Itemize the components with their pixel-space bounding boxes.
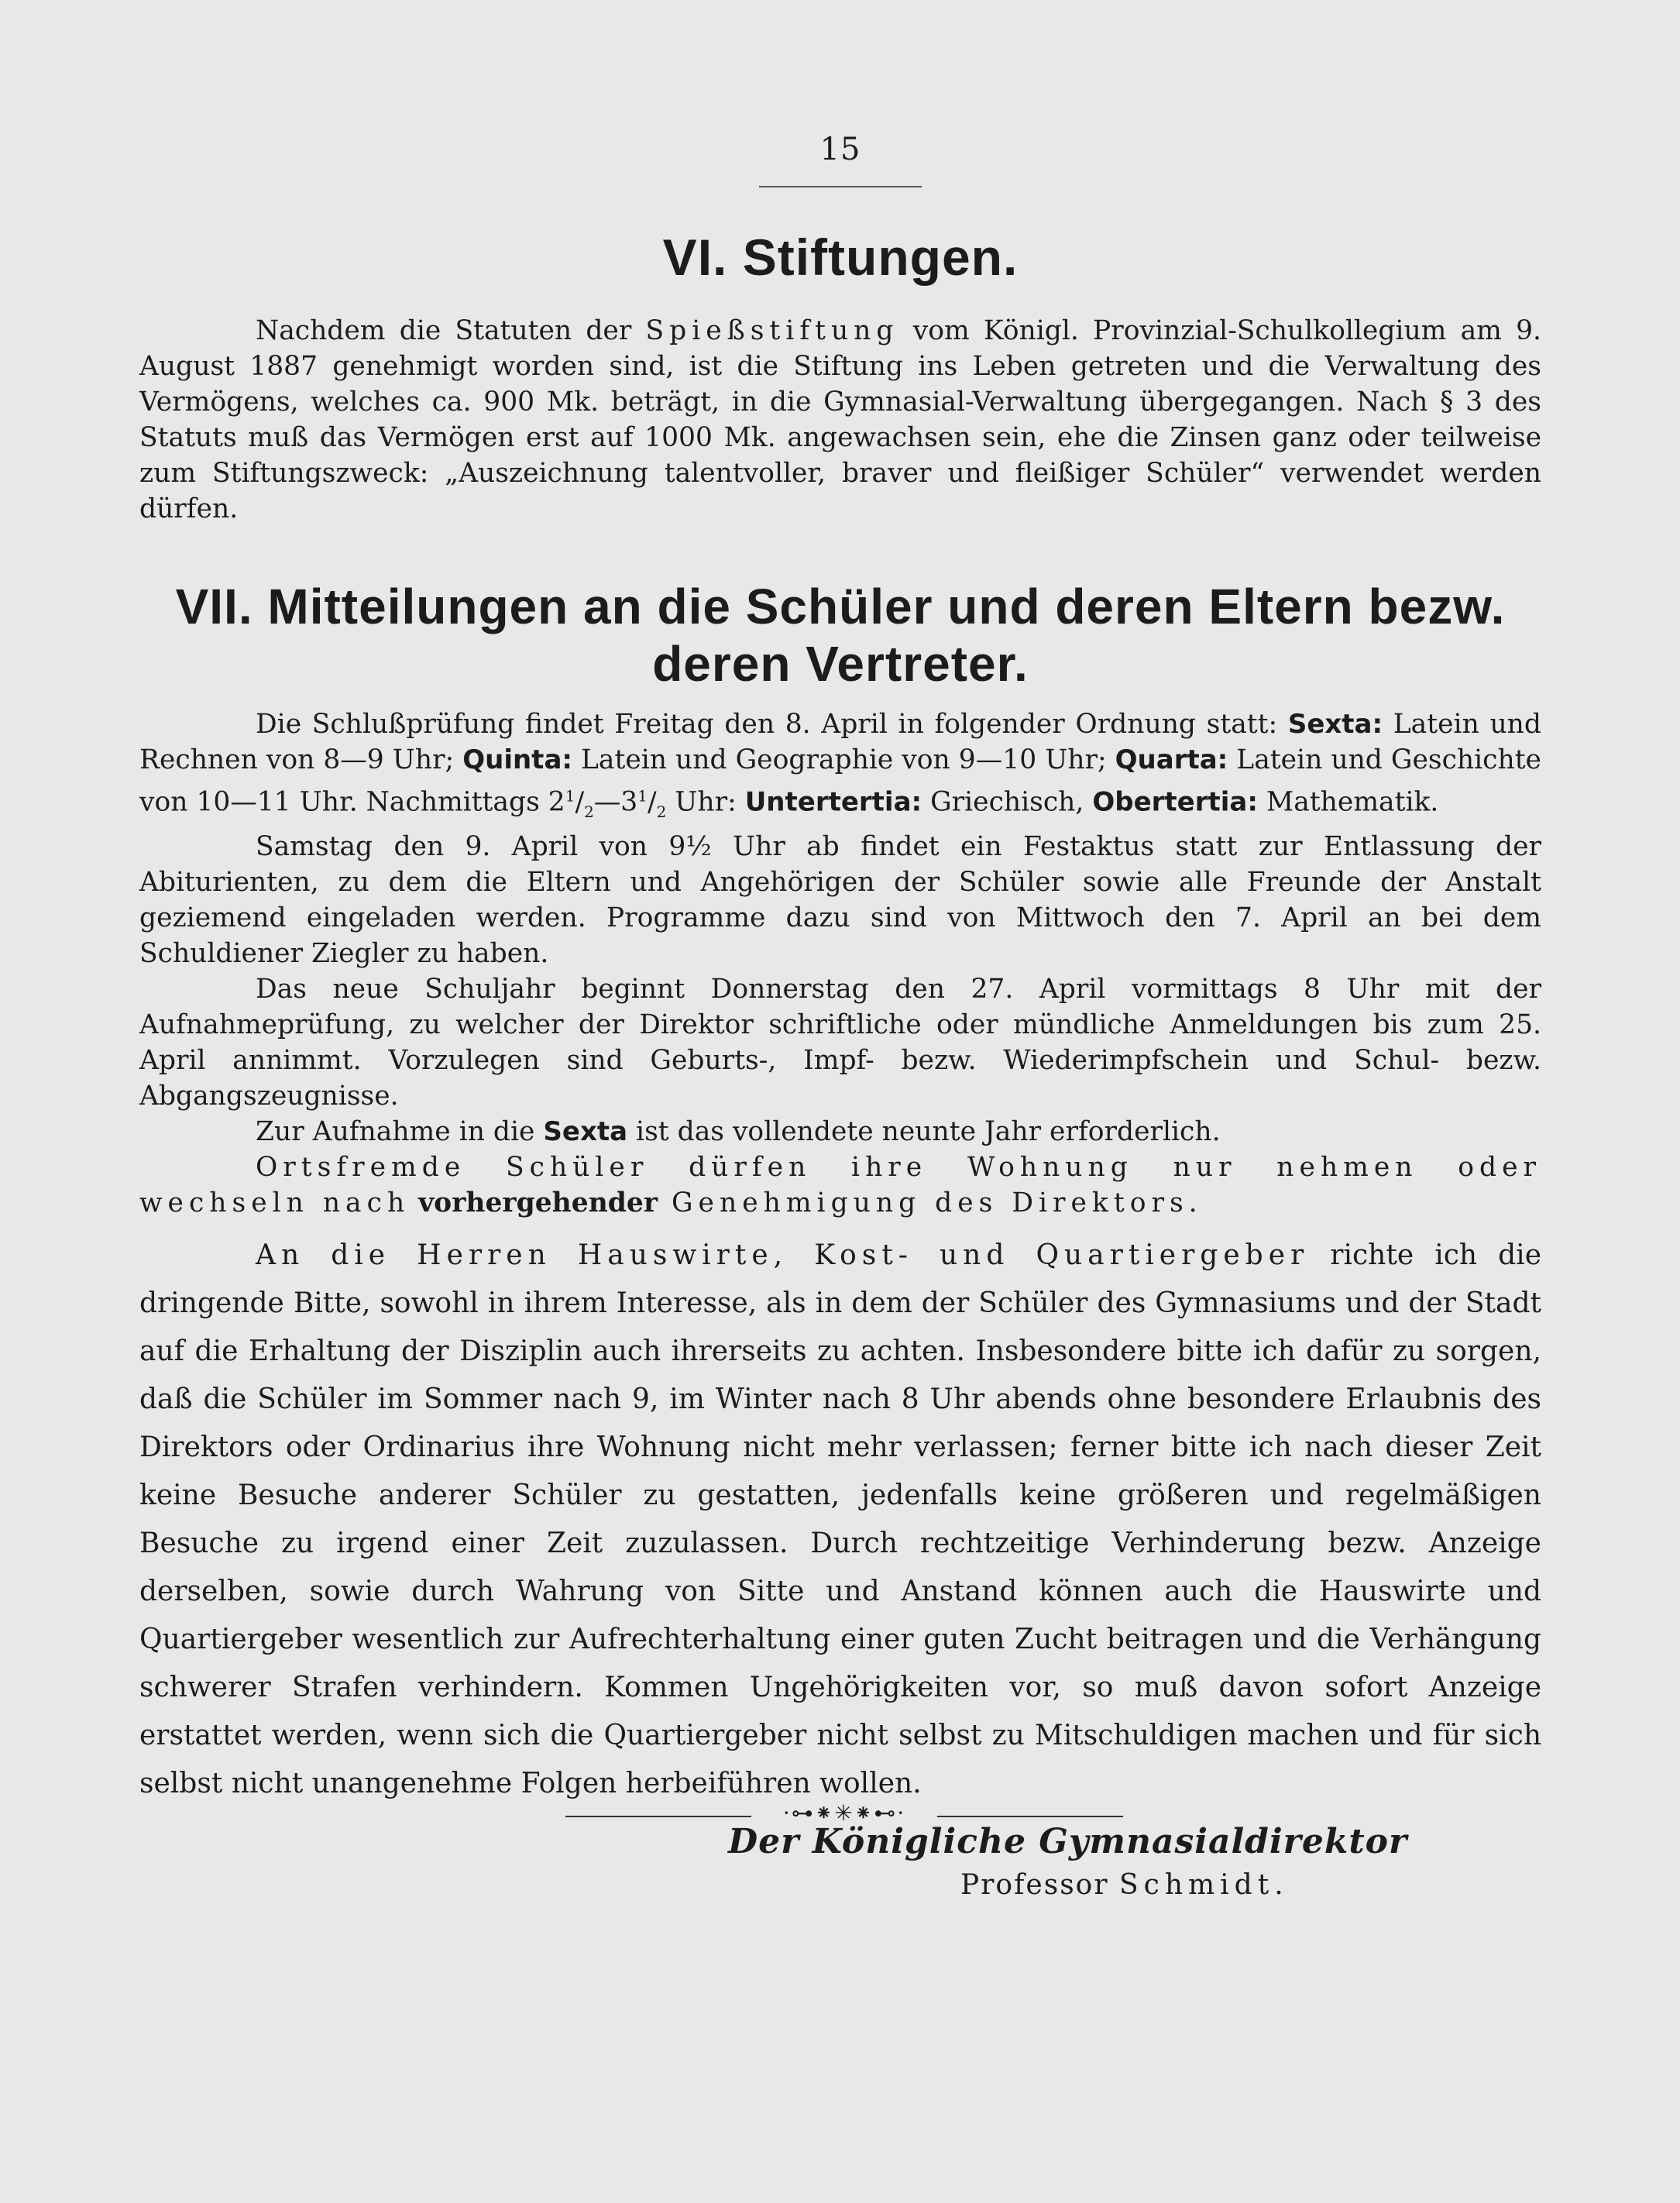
section-heading-vii: VII. Mitteilungen an die Schüler und deren Eltern bezw. deren Vertreter.: [175, 579, 1506, 692]
spaced-term: Spießstiftung: [645, 315, 899, 346]
paragraph-text: Die Schlußprüfung findet Freitag den 8. April in folgender Ordnung statt:: [256, 709, 1288, 740]
signer-prefix: Professor: [960, 1869, 1120, 1902]
paragraph-text: ist das vollendete neunte Jahr erforderlich.: [627, 1116, 1221, 1148]
document-page: [139, 132, 1541, 1901]
paragraph-text: Zur Aufnahme in die: [256, 1116, 544, 1148]
class-label-quinta: Quinta:: [462, 744, 572, 775]
paragraph-text: Latein und Geographie von 9—10 Uhr;: [572, 744, 1115, 775]
section-heading-vi: VI. Stiftungen.: [662, 229, 1019, 286]
page-number: 15: [819, 132, 861, 167]
paragraph-text: Mathematik.: [1257, 786, 1439, 818]
ornament-line-left: [565, 1816, 751, 1817]
signer-surname: Schmidt.: [1119, 1869, 1289, 1902]
class-label-obertertia: Obertertia:: [1092, 786, 1258, 818]
fraction: $^1/_2$: [637, 786, 667, 821]
fraction-denominator: 2: [584, 802, 594, 821]
signer-name: [960, 1869, 1541, 1901]
fraction-numerator: 1: [637, 786, 648, 805]
ornament-line-right: [937, 1816, 1123, 1817]
spaced-text: Genehmigung des Direktors.: [658, 1187, 1203, 1219]
paragraph-text: richte ich die dringende Bitte, sowohl in ihrem Interesse, als in dem der Schüler des Gymnasiums und der Stadt auf die Erhaltung der Disziplin auch ihrerseits zu achten. Insbesondere bitte ich dafür zu sorgen, daß die Schüler im Sommer nach 9, im Winter nach 8 Uhr abends ohne besondere Erlaubnis des Direktors oder Ordinarius ihre Wohnung nicht mehr verlassen; ferner bitte ich nach dieser Zeit keine Besuche anderer Schüler zu gestatten, jedenfalls keine größeren und regelmäßigen Besuche zu irgend einer Zeit zuzulassen. Durch rechtzeitige Verhinderung bezw. Anzeige derselben, sowie durch Wahrung von Sitte und Anstand können auch die Hauswirte und Quartiergeber wesentlich zur Aufrechterhaltung einer guten Zucht beitragen und die Verhängung schwerer Strafen verhindern. Kommen Ungehörigkeiten vor, so muß davon sofort Anzeige erstattet werden, wenn sich die Quartiergeber nicht selbst zu Mitschuldigen machen und für sich selbst nicht unangenehme Folgen herbeiführen wollen.: [139, 1239, 1542, 1800]
closing-ornament: [565, 1800, 1123, 1828]
spaced-text: An die Herren Hauswirte, Kost- und Quartiergeber: [256, 1239, 1310, 1272]
lodging-notice-paragraph: [139, 1150, 1541, 1221]
new-school-year-paragraph: Das neue Schuljahr beginnt Donnerstag den 27. April vormittags 8 Uhr mit der Aufnahmeprüfung, zu welcher der Direktor schriftliche oder mündliche Anmeldungen bis zum 25. April annimmt. Vorzulegen sind Geburts-, Impf- bezw. Wiederimpfschein und Schul- bezw. Abgangszeugnisse.: [139, 974, 1541, 1112]
exam-schedule-paragraph: [139, 706, 1541, 829]
paragraph-text: —3: [593, 786, 638, 818]
class-label-untertertia: Untertertia:: [744, 786, 922, 818]
festaktus-paragraph: Samstag den 9. April von 9½ Uhr ab findet ein Festaktus statt zur Entlassung der Abiturienten, zu dem die Eltern und Angehörigen der Schüler sowie alle Freunde der Anstalt geziemend eingeladen werden. Programme dazu sind von Mittwoch den 7. April an bei dem Schuldiener Ziegler zu haben.: [139, 831, 1541, 970]
class-label-quarta: Quarta:: [1115, 744, 1228, 775]
fraction: $^1/_2$: [565, 786, 594, 821]
section-vi-paragraph: [139, 313, 1541, 527]
paragraph-text: Uhr:: [666, 786, 745, 818]
paragraph-text: Latein und Rechnen von 8—9 Uhr;: [139, 709, 1541, 775]
paragraph-text: vom Königl. Provinzial-Schulkollegium am 9. August 1887 genehmigt worden sind, ist die Stiftung ins Leben getreten und die Verwaltung des Vermögens, welches ca. 900 Mk. beträgt, in die Gymnasial-Verwaltung übergegangen. Nach § 3 des Statuts muß das Vermögen erst auf 1000 Mk. angewachsen sein, ehe die Zinsen ganz oder teilweise zum Stiftungszweck: „Auszeichnung talentvoller, braver und fleißiger Schüler“ verwendet werden dürfen.: [139, 315, 1541, 524]
ornament-glyphs: ·⊶⁕✳⁕⊷·: [782, 1800, 906, 1826]
signature-title: Der Königliche Gymnasialdirektor: [728, 1822, 1408, 1862]
class-label-sexta: Sexta:: [1287, 709, 1383, 740]
paragraph-text: Nachdem die Statuten der: [256, 315, 646, 346]
admission-paragraph: [139, 1114, 1541, 1150]
spaced-text: Ortsfremde Schüler dürfen ihre Wohnung nur nehmen oder wechseln nach: [139, 1152, 1541, 1219]
emphasized-term: vorhergehender: [418, 1187, 658, 1219]
landlord-request-paragraph: [139, 1232, 1541, 1808]
page-number-rule: [759, 186, 922, 187]
class-label-sexta: Sexta: [543, 1116, 628, 1148]
paragraph-text: Latein und Geschichte von 10—11 Uhr. Nachmittags 2: [139, 744, 1541, 818]
paragraph-text: Griechisch,: [922, 786, 1093, 818]
fraction-numerator: 1: [565, 786, 575, 805]
fraction-denominator: 2: [656, 802, 667, 821]
